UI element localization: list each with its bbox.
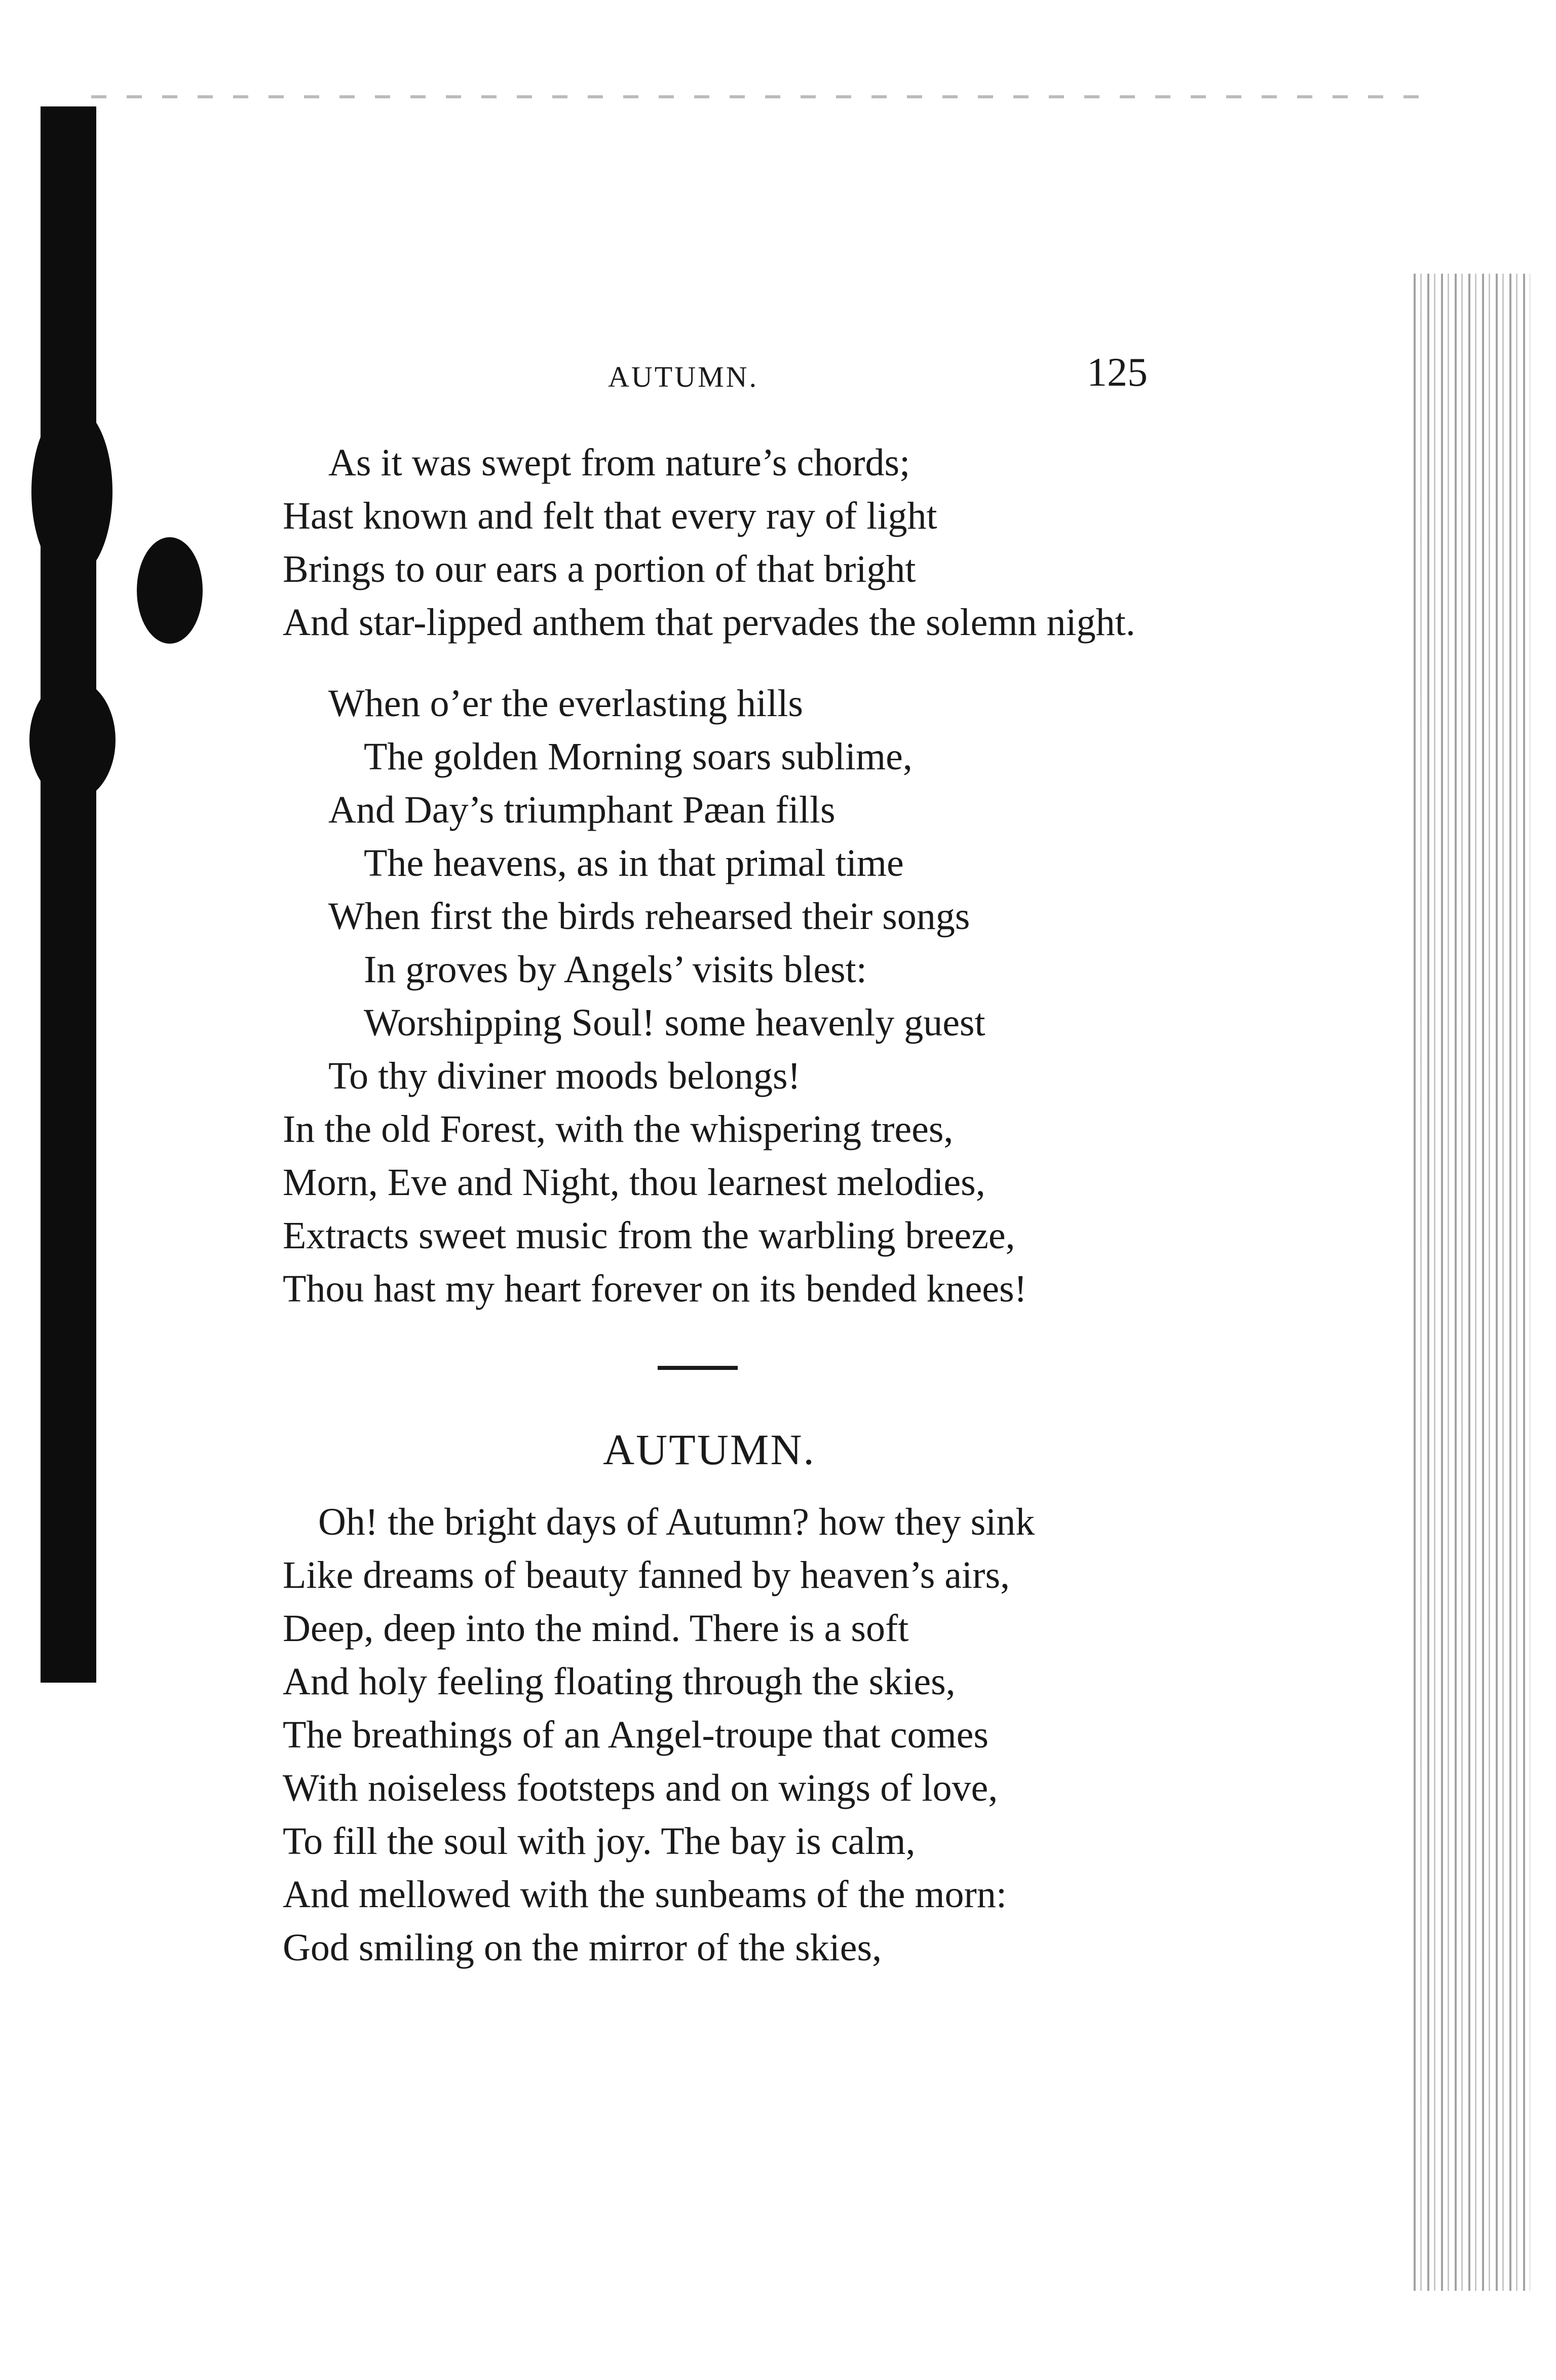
poem-line: When o’er the everlasting hills <box>328 682 804 725</box>
scan-ink-blot <box>137 537 203 644</box>
poem-line: The golden Morning soars sublime, <box>364 735 913 778</box>
section-title: AUTUMN. <box>603 1425 816 1474</box>
poem-line: The heavens, as in that primal time <box>364 842 904 884</box>
scan-page-edge <box>1414 274 1530 2291</box>
poem-line: Hast known and felt that every ray of light <box>283 495 937 537</box>
scan-ink-blot <box>29 679 116 801</box>
poem-line: The breathings of an Angel-troupe that comes <box>283 1714 989 1756</box>
poem-line: Thou hast my heart forever on its bended knees! <box>283 1268 1027 1310</box>
section-divider <box>658 1366 738 1370</box>
poem-line: God smiling on the mirror of the skies, <box>283 1926 882 1969</box>
poem-line: When first the birds rehearsed their songs <box>328 895 970 938</box>
poem-line: Extracts sweet music from the warbling breeze, <box>283 1214 1015 1257</box>
page-number: 125 <box>1087 350 1148 395</box>
poem-line: With noiseless footsteps and on wings of love, <box>283 1767 998 1809</box>
poem-line: In groves by Angels’ visits blest: <box>364 948 867 991</box>
poem-line: Brings to our ears a portion of that bright <box>283 548 916 590</box>
poem-line: To thy diviner moods belongs! <box>328 1055 801 1097</box>
poem-line: Oh! the bright days of Autumn? how they sink <box>318 1501 1035 1543</box>
poem-line: In the old Forest, with the whispering trees, <box>283 1108 954 1150</box>
poem-line: And mellowed with the sunbeams of the morn: <box>283 1873 1007 1916</box>
poem-line: And star-lipped anthem that pervades the solemn night. <box>283 601 1135 644</box>
scan-edge-dashes <box>91 95 1419 98</box>
scan-binding-shadow <box>41 106 96 1683</box>
poem-line: Deep, deep into the mind. There is a soft <box>283 1607 909 1650</box>
poem-line: As it was swept from nature’s chords; <box>328 441 910 484</box>
scan-ink-blot <box>31 405 112 578</box>
poem-line: Worshipping Soul! some heavenly guest <box>364 1001 985 1044</box>
poem-line: And Day’s triumphant Pæan fills <box>328 789 836 831</box>
poem-line: And holy feeling floating through the skies, <box>283 1660 956 1703</box>
poem-line: Morn, Eve and Night, thou learnest melodies, <box>283 1161 985 1204</box>
poem-line: To fill the soul with joy. The bay is calm, <box>283 1820 916 1863</box>
running-title: AUTUMN. <box>608 360 759 393</box>
poem-line: Like dreams of beauty fanned by heaven’s airs, <box>283 1554 1010 1596</box>
